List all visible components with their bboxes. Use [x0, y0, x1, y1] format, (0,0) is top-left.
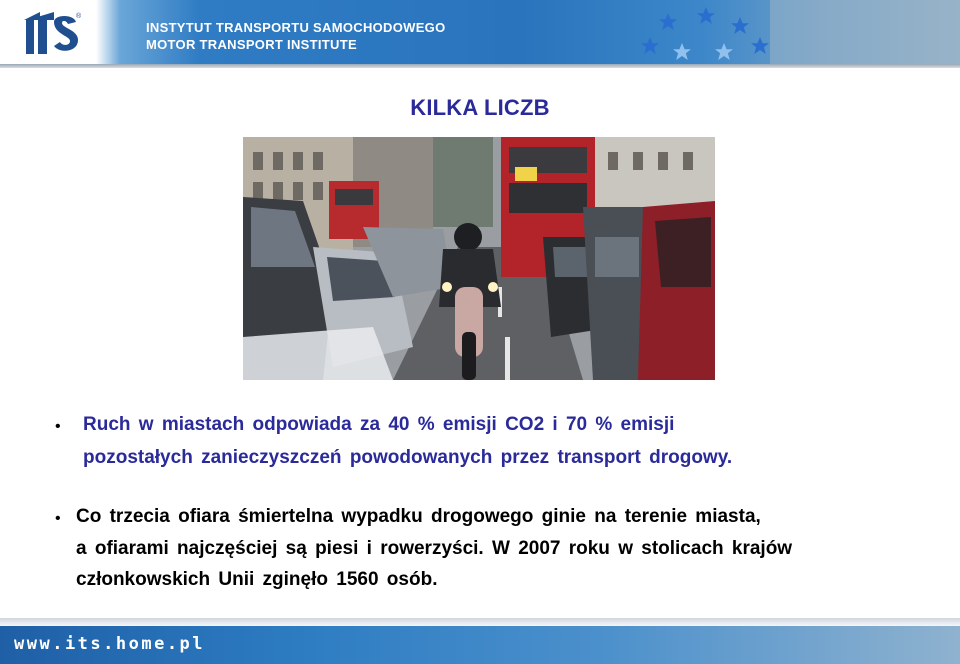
city-traffic-photo — [243, 137, 715, 380]
footer-banner — [0, 626, 960, 664]
bullet-text-line: Ruch w miastach odpowiada za 40 % emisji CO2 i 70 % emisji — [83, 414, 675, 435]
header-banner — [0, 0, 960, 66]
bullet-text-line: a ofiarami najczęściej są piesi i rowerzyści. W 2007 roku w stolicach krajów — [76, 538, 793, 559]
institute-name-en: MOTOR TRANSPORT INSTITUTE — [146, 37, 357, 52]
bullet-marker: • — [55, 418, 61, 435]
bullet-text-line: Co trzecia ofiara śmiertelna wypadku drogowego ginie na terenie miasta, — [76, 506, 761, 527]
bullet-marker: • — [55, 510, 61, 527]
bullet-text-line: pozostałych zanieczyszczeń powodowanych przez transport drogowy. — [83, 447, 733, 468]
eu-stars-decoration — [620, 0, 960, 64]
website-link[interactable]: www.its.home.pl — [14, 634, 206, 654]
bullet-text-line: członkowskich Unii zginęło 1560 osób. — [76, 569, 438, 590]
its-logo — [20, 8, 84, 60]
institute-name-pl: INSTYTUT TRANSPORTU SAMOCHODOWEGO — [146, 20, 446, 35]
header-divider — [0, 64, 960, 68]
svg-text:®: ® — [76, 13, 82, 20]
slide-title: KILKA LICZB — [410, 95, 550, 120]
